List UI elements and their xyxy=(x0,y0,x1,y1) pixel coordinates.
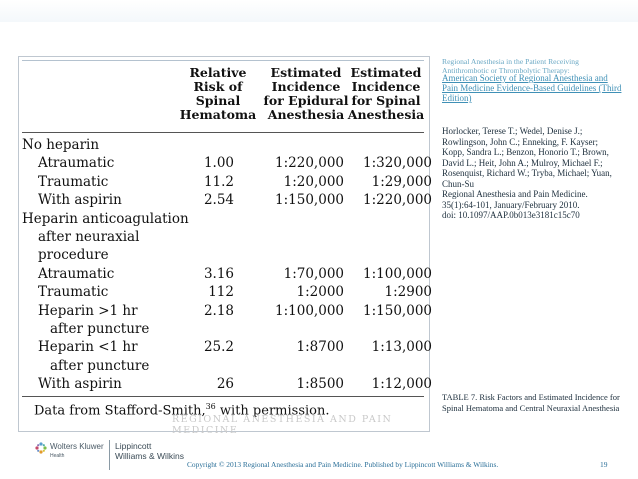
header-line: Risk of xyxy=(193,79,243,94)
logo-health: Health xyxy=(50,453,65,459)
footnote-text-end: with permission. xyxy=(215,403,330,419)
row-label: Traumatic xyxy=(38,284,109,301)
footnote-text: Data from Stafford-Smith, xyxy=(34,403,206,419)
epidural-cell: 1:20,000 xyxy=(283,173,344,190)
header-line: Estimated xyxy=(350,65,422,80)
journal-watermark: REGIONAL ANESTHESIA AND PAIN MEDICINE xyxy=(172,414,393,436)
doi-text: doi: 10.1097/AAP.0b013e3181c15c70 xyxy=(442,210,580,220)
spinal-cell: 1:320,000 xyxy=(363,155,432,172)
header-line: Anesthesia xyxy=(347,107,425,122)
risk-cell: 11.2 xyxy=(203,173,234,190)
header-line: Hematoma xyxy=(179,107,257,122)
risk-table xyxy=(22,62,432,436)
guideline-link[interactable]: American Society of Regional Anesthesia and Pain Medicine Evidence-Based Guidelines (Third Edition) xyxy=(442,73,622,103)
header-line: Estimated xyxy=(270,65,342,80)
journal-name: Regional Anesthesia and Pain Medicine. xyxy=(442,189,588,199)
table-top-rule xyxy=(22,60,424,61)
header-line: for Epidural xyxy=(263,93,349,108)
spinal-cell: 1:12,000 xyxy=(371,376,432,393)
logo-divider xyxy=(109,440,110,470)
row-label: With aspirin xyxy=(38,192,122,209)
copyright-notice: Copyright © 2013 Regional Anesthesia and Pain Medicine. Published by Lippincott Williams & Wilkins. xyxy=(187,460,499,469)
spinal-cell: 1:2900 xyxy=(384,284,432,301)
row-label: Atraumatic xyxy=(38,265,115,282)
header-line: Spinal xyxy=(195,93,241,108)
row-label: after neuraxial xyxy=(38,229,140,245)
header-relative-risk xyxy=(172,66,264,122)
spinal-cell: 1:29,000 xyxy=(371,173,432,190)
row-label: after puncture xyxy=(50,357,150,374)
risk-cell: 112 xyxy=(208,284,234,301)
row-label: With aspirin xyxy=(38,376,122,393)
row-label: No heparin xyxy=(22,137,100,153)
spinal-cell: 1:220,000 xyxy=(363,192,432,209)
page-number: 19 xyxy=(600,460,608,469)
header-spinal-incidence xyxy=(340,66,432,122)
table-caption: TABLE 7. Risk Factors and Estimated Incidence for Spinal Hematoma and Central Neuraxial Anesthesia xyxy=(442,392,620,413)
row-label: Heparin anticoagulation xyxy=(22,210,189,227)
citation-block xyxy=(442,126,622,221)
wolters-kluwer-logo-icon xyxy=(34,441,48,455)
journal-issue: 35(1):64-101, January/February 2010. xyxy=(442,199,580,210)
risk-cell: 3.16 xyxy=(203,265,234,282)
header-line: Incidence xyxy=(271,79,341,94)
spinal-cell: 1:13,000 xyxy=(371,339,432,356)
header-rule xyxy=(22,132,424,133)
epidural-cell: 1:70,000 xyxy=(283,265,344,282)
header-line: Anesthesia xyxy=(267,107,345,122)
epidural-cell: 1:100,000 xyxy=(275,302,344,319)
logo-lippincott-line: Lippincott xyxy=(115,441,152,451)
risk-cell: 2.18 xyxy=(203,302,234,319)
epidural-cell: 1:8700 xyxy=(296,339,344,356)
header-line: Relative xyxy=(189,65,247,80)
epidural-cell: 1:8500 xyxy=(296,376,344,393)
header-line: for Spinal xyxy=(351,93,421,108)
risk-cell: 26 xyxy=(216,376,234,393)
logo-wolters-kluwer: Wolters Kluwer xyxy=(50,442,104,451)
row-label: Heparin >1 hr xyxy=(38,302,138,319)
header-line: Incidence xyxy=(351,79,421,94)
risk-cell: 25.2 xyxy=(203,339,234,356)
logo-lippincott xyxy=(115,441,184,461)
logo-williams-wilkins-line: Williams & Wilkins xyxy=(115,451,184,461)
row-label: procedure xyxy=(38,247,109,264)
row-label: Traumatic xyxy=(38,173,109,190)
slide-top-band xyxy=(0,0,638,22)
epidural-cell: 1:150,000 xyxy=(275,192,344,209)
epidural-cell: 1:220,000 xyxy=(275,155,344,172)
epidural-cell: 1:2000 xyxy=(296,284,344,301)
spinal-cell: 1:100,000 xyxy=(363,265,432,282)
body-bottom-rule xyxy=(22,396,424,397)
row-label: after puncture xyxy=(50,321,150,337)
row-label: Atraumatic xyxy=(38,155,115,172)
risk-cell: 1.00 xyxy=(203,155,234,172)
spinal-cell: 1:150,000 xyxy=(363,302,432,319)
article-title: Regional Anesthesia in the Patient Receiving Antithrombotic or Thrombolytic Therapy: xyxy=(442,57,579,75)
risk-cell: 2.54 xyxy=(203,192,234,209)
row-label: Heparin <1 hr xyxy=(38,339,138,356)
footnote-reference: 36 xyxy=(205,402,216,411)
author-list: Horlocker, Terese T.; Wedel, Denise J.; Rowlingson, John C.; Enneking, F. Kayser; Kopp, Sandra L.; Benzon, Honorio T.; Brown, David L.; Heit, John A.; Mulroy, Michael F.; Rosenquist, Richard W.; Tryba, Michael; Yuan, Chun-Su xyxy=(442,126,612,189)
